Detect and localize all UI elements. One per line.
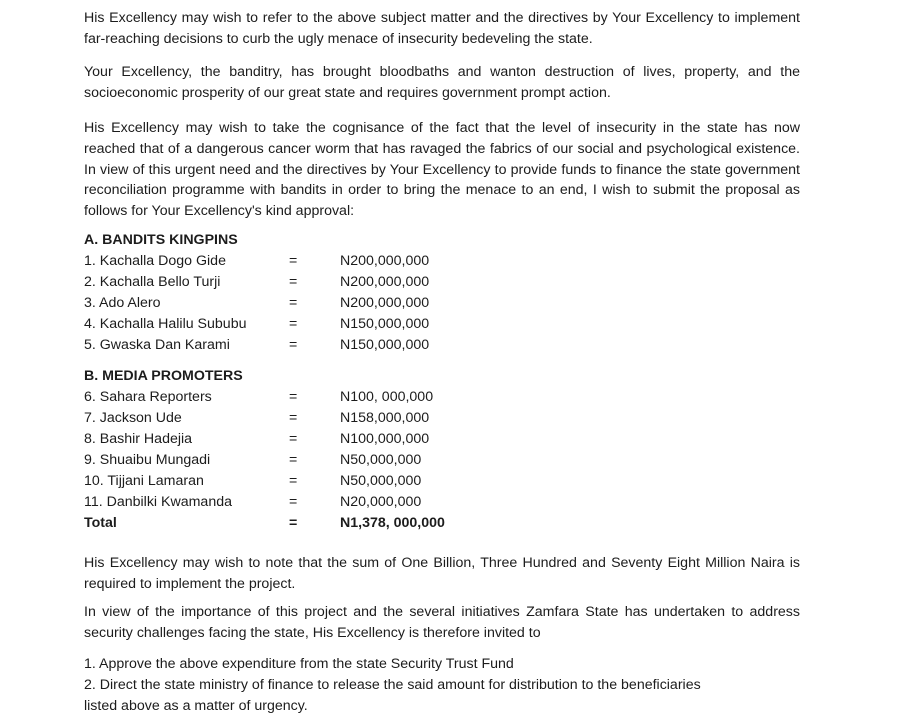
row-name: 7. Jackson Ude — [84, 410, 182, 426]
row-equals: = — [289, 274, 298, 290]
row-amount: N200,000,000 — [340, 253, 430, 269]
row-equals: = — [289, 316, 298, 332]
row-equals: = — [289, 337, 298, 353]
table-row — [84, 251, 800, 272]
row-name: 5. Gwaska Dan Karami — [84, 337, 230, 353]
proposal-paragraph: His Excellency may wish to take the cognisance of the fact that the level of insecurity in the state has now reached that of a dangerous cancer worm that has ravaged the fabrics of our social and psychological existence. In view of this urgent need and the directives by Your Excellency to provide funds to finance the state government reconciliation programme with bandits in order to bring the menace to an end, I wish to submit the proposal as follows for Your Excellency's kind approval: — [84, 120, 800, 220]
row-equals: = — [289, 389, 298, 405]
row-equals: = — [289, 452, 298, 468]
table-row — [84, 272, 800, 293]
table-row — [84, 335, 800, 356]
row-name: 9. Shuaibu Mungadi — [84, 452, 211, 468]
banditry-paragraph: Your Excellency, the banditry, has brought bloodbaths and wanton destruction of lives, property, and the socioeconomic prosperity of our great state and requires government prompt action. — [84, 64, 800, 101]
row-amount: N200,000,000 — [340, 295, 430, 311]
invitation-paragraph: In view of the importance of this project and the several initiatives Zamfara State has undertaken to address security challenges facing the state, His Excellency is therefore invited to — [84, 604, 800, 641]
section-a-heading: A. BANDITS KINGPINS — [84, 232, 238, 248]
row-name: 4. Kachalla Halilu Sububu — [84, 316, 247, 332]
total-row — [84, 513, 800, 534]
row-equals: = — [289, 473, 298, 489]
row-name: 1. Kachalla Dogo Gide — [84, 253, 226, 269]
total-amount: N1,378, 000,000 — [340, 515, 445, 531]
row-equals: = — [289, 494, 298, 510]
total-equals: = — [289, 515, 298, 531]
action-item-approve: 1. Approve the above expenditure from the state Security Trust Fund — [84, 656, 514, 672]
row-amount: N150,000,000 — [340, 337, 430, 353]
row-equals: = — [289, 295, 298, 311]
row-name: 6. Sahara Reporters — [84, 389, 212, 405]
action-item-direct: 2. Direct the state ministry of finance to release the said amount for distribution to the beneficiaries — [84, 677, 701, 693]
row-equals: = — [289, 253, 298, 269]
total-label: Total — [84, 515, 117, 531]
row-amount: N158,000,000 — [340, 410, 430, 426]
row-amount: N50,000,000 — [340, 473, 422, 489]
row-amount: N20,000,000 — [340, 494, 422, 510]
row-name: 10. Tijjani Lamaran — [84, 473, 204, 489]
table-row — [84, 408, 800, 429]
intro-paragraph: His Excellency may wish to refer to the above subject matter and the directives by Your Excellency to implement far-reaching decisions to curb the ugly menace of insecurity bedeveling the state. — [84, 10, 800, 47]
row-equals: = — [289, 410, 298, 426]
table-row — [84, 314, 800, 335]
table-row — [84, 471, 800, 492]
table-row — [84, 387, 800, 408]
row-name: 3. Ado Alero — [84, 295, 161, 311]
row-name: 11. Danbilki Kwamanda — [84, 494, 232, 510]
table-row — [84, 492, 800, 513]
row-amount: N100, 000,000 — [340, 389, 434, 405]
row-amount: N100,000,000 — [340, 431, 430, 447]
sum-paragraph: His Excellency may wish to note that the sum of One Billion, Three Hundred and Seventy Eight Million Naira is required to implement the project. — [84, 555, 800, 592]
row-amount: N200,000,000 — [340, 274, 430, 290]
table-row — [84, 450, 800, 471]
row-equals: = — [289, 431, 298, 447]
section-b-heading: B. MEDIA PROMOTERS — [84, 368, 243, 384]
row-name: 2. Kachalla Bello Turji — [84, 274, 221, 290]
action-item-direct-continued: listed above as a matter of urgency. — [84, 698, 308, 714]
table-row — [84, 429, 800, 450]
row-name: 8. Bashir Hadejia — [84, 431, 193, 447]
table-row — [84, 293, 800, 314]
row-amount: N50,000,000 — [340, 452, 422, 468]
row-amount: N150,000,000 — [340, 316, 430, 332]
